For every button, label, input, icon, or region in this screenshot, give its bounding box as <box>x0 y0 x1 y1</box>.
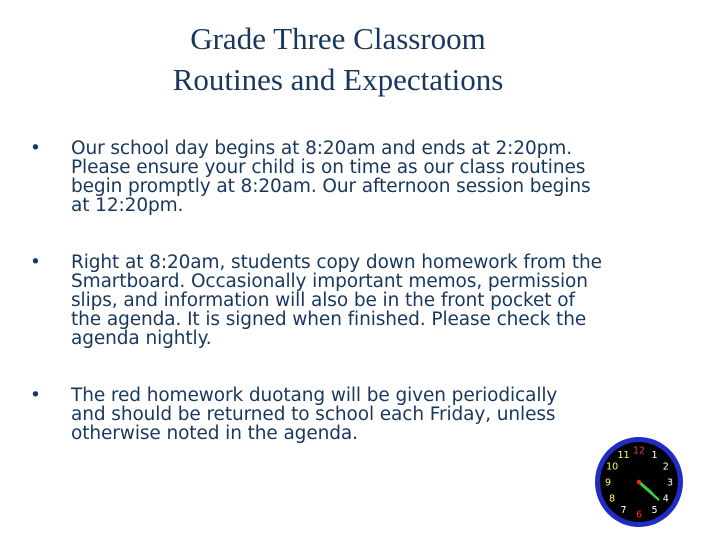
clock-numeral: 11 <box>617 449 630 461</box>
clock-numeral: 4 <box>662 493 669 505</box>
bullet-text-line: begin promptly at 8:20am. Our afternoon session begins <box>71 176 591 197</box>
slide-title-line-2: Routines and Expectations <box>172 62 504 97</box>
bullet-marker: • <box>30 138 41 159</box>
bullet-text-line: The red homework duotang will be given periodically <box>71 385 558 406</box>
bullet-marker: • <box>30 252 41 273</box>
bullet-text-line: at 12:20pm. <box>71 195 184 216</box>
clock-numeral: 8 <box>609 493 616 505</box>
bullet-item-duotang <box>30 386 690 443</box>
slide-title <box>0 18 676 100</box>
bullet-item-homework <box>30 253 690 348</box>
bullet-text-line: Please ensure your child is on time as our class routines <box>71 157 586 178</box>
bullet-text-line: Right at 8:20am, students copy down homework from the <box>71 252 602 273</box>
clock-numeral: 9 <box>604 477 612 489</box>
clock-numeral: 3 <box>666 477 674 489</box>
bullet-item-school-day <box>30 139 690 215</box>
clock-numeral: 5 <box>651 505 658 517</box>
clock-numeral: 2 <box>662 461 669 473</box>
bullet-marker: • <box>30 385 41 406</box>
bullet-text-line: Our school day begins at 8:20am and ends at 2:20pm. <box>71 138 572 159</box>
bullet-text-line: slips, and information will also be in the front pocket of <box>71 290 575 311</box>
clock-numeral: 6 <box>635 509 643 521</box>
bullet-text-line: and should be returned to school each Friday, unless <box>71 404 556 425</box>
clock-center <box>637 480 641 484</box>
bullet-text-line: otherwise noted in the agenda. <box>71 423 358 444</box>
bullet-text-line: Smartboard. Occasionally important memos, permission <box>71 271 588 292</box>
clock-numeral: 1 <box>651 449 658 461</box>
slide-title-line-1: Grade Three Classroom <box>190 21 486 56</box>
bullet-list <box>30 139 690 443</box>
clock-numeral: 10 <box>606 461 619 473</box>
bullet-text-line: agenda nightly. <box>71 328 212 349</box>
bullet-text-line: the agenda. It is signed when finished. Please check the <box>71 309 587 330</box>
clock-numeral: 12 <box>632 445 646 457</box>
wall-clock-icon <box>594 436 684 528</box>
clock-numeral: 7 <box>620 505 627 517</box>
